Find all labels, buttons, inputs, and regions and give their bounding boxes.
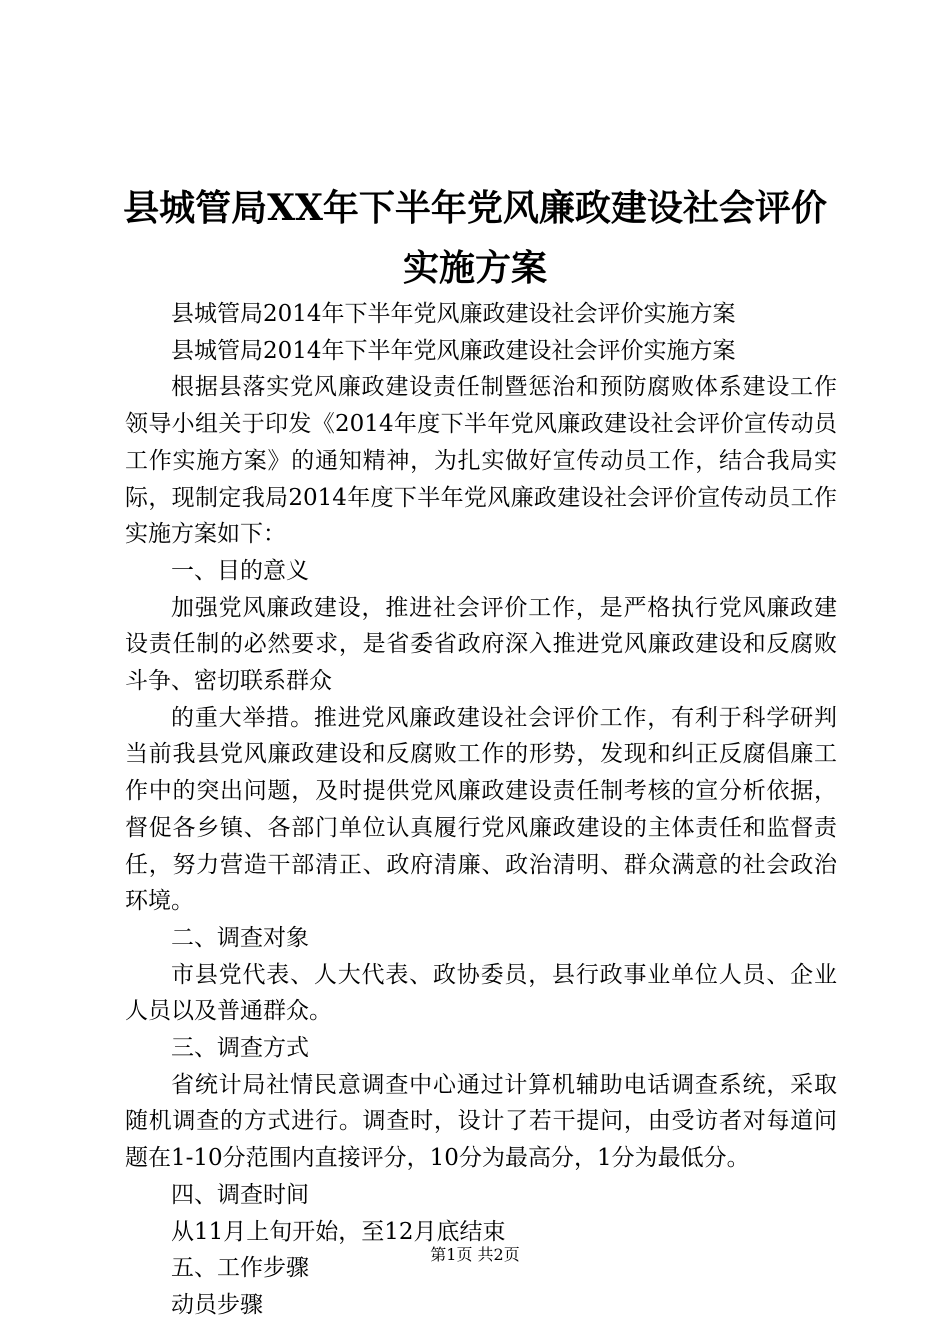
section-heading: 二、调查对象: [171, 924, 309, 951]
section-heading: 三、调查方式: [171, 1035, 309, 1062]
paragraph: 市县党代表、人大代表、政协委员，县行政事业单位人员、企业人员以及普通群众。: [125, 961, 837, 1025]
page-footer: 第1页 共2页: [430, 1245, 520, 1264]
document-title-line-2: 实施方案: [402, 247, 547, 289]
document-body: [125, 296, 837, 1324]
paragraph: 加强党风廉政建设，推进社会评价工作，是严格执行党风廉政建设责任制的必然要求，是省委省政府深入推进党风廉政建设和反腐败斗争、密切联系群众: [125, 594, 837, 695]
paragraph: 根据县落实党风廉政建设责任制暨惩治和预防腐败体系建设工作领导小组关于印发《2014年度下半年党风廉政建设社会评价宣传动员工作实施方案》的通知精神，为扎实做好宣传动员工作，结合我局实际，现制定我局2014年度下半年党风廉政建设社会评价宣传动员工作实施方案如下：: [125, 374, 837, 548]
paragraph: 动员步骤: [171, 1291, 263, 1318]
section-heading: 五、工作步骤: [171, 1255, 309, 1282]
section-heading: 一、目的意义: [171, 557, 309, 584]
section-heading: 四、调查时间: [171, 1181, 309, 1208]
paragraph: 县城管局2014年下半年党风廉政建设社会评价实施方案: [171, 301, 736, 327]
document-title-line-1: 县城管局XX年下半年党风廉政建设社会评价: [123, 187, 827, 229]
paragraph: 从11月上旬开始，至12月底结束: [171, 1218, 506, 1245]
paragraph: 省统计局社情民意调查中心通过计算机辅助电话调查系统，采取随机调查的方式进行。调查时，设计了若干提问，由受访者对每道问题在1-10分范围内直接评分，10分为最高分，1分为最低分。: [125, 1071, 837, 1172]
paragraph: 县城管局2014年下半年党风廉政建设社会评价实施方案: [171, 337, 736, 364]
paragraph: 的重大举措。推进党风廉政建设社会评价工作，有利于科学研判当前我县党风廉政建设和反腐败工作的形势，发现和纠正反腐倡廉工作中的突出问题，及时提供党风廉政建设责任制考核的宣分析依据，督促各乡镇、各部门单位认真履行党风廉政建设的主体责任和监督责任，努力营造干部清正、政府清廉、政治清明、群众满意的社会政治环境。: [125, 704, 837, 915]
